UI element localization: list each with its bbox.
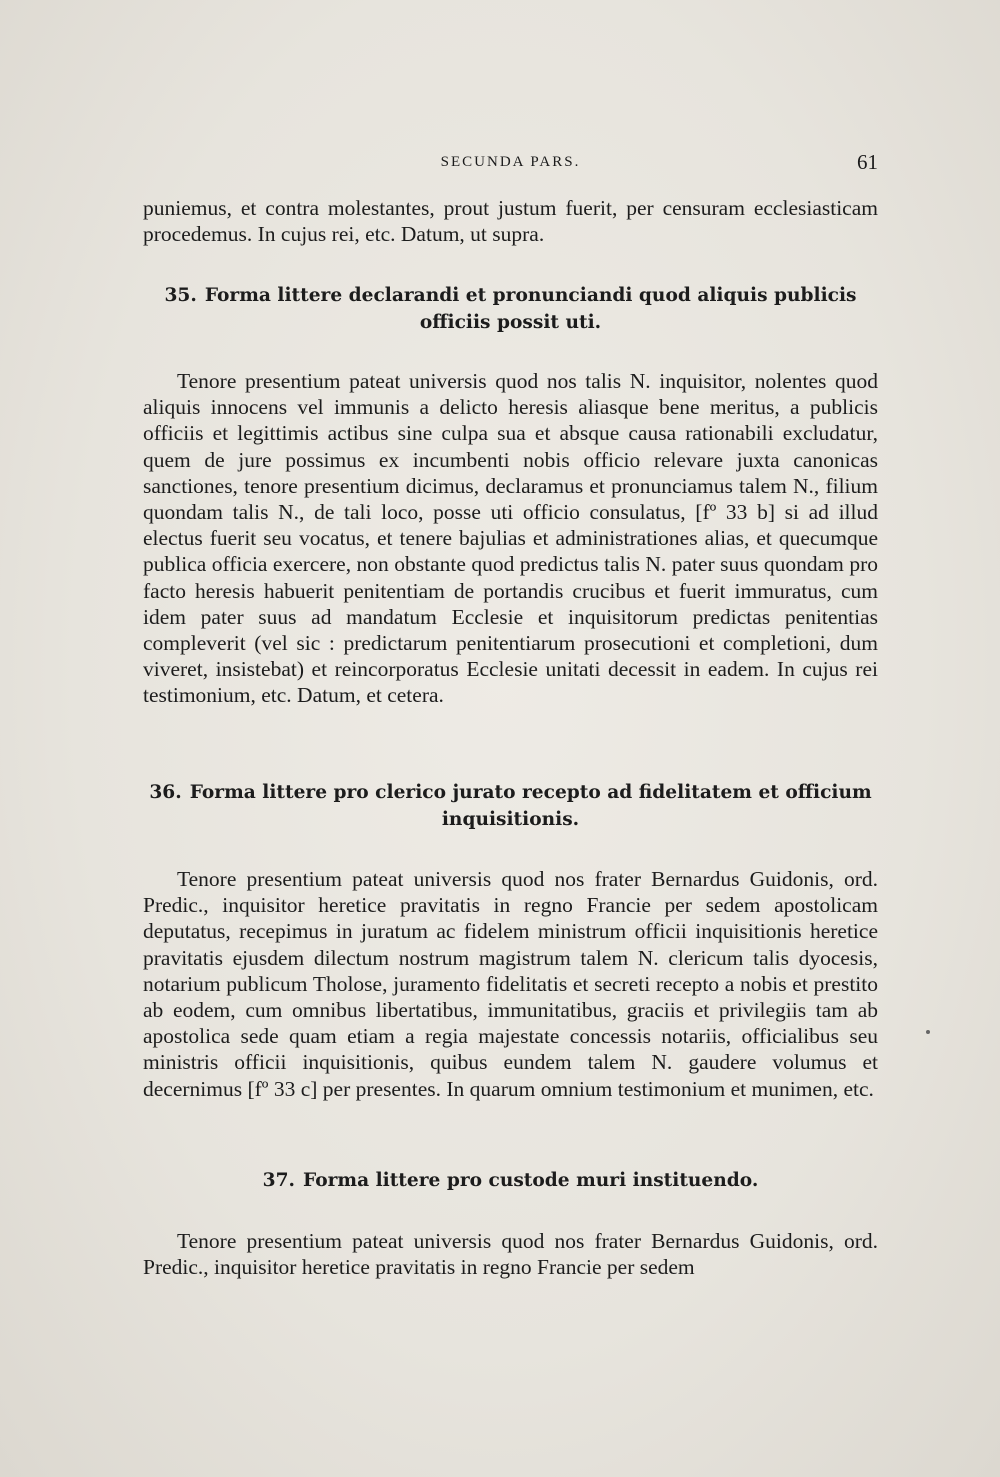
section-36-number: 36. bbox=[149, 782, 182, 803]
page-header bbox=[143, 150, 878, 180]
section-37-number: 37. bbox=[262, 1170, 296, 1191]
section-37-text-block bbox=[143, 1228, 878, 1280]
page-number: 61 bbox=[857, 150, 878, 174]
section-35-title: Forma littere declarandi et pronunciandi quod aliquis publicis officiis possit uti. bbox=[204, 285, 857, 333]
opening-paragraph: puniemus, et contra molestantes, prout justum fuerit, per censuram ecclesiasticam procedemus. In cujus rei, etc. Datum, ut supra. bbox=[143, 196, 878, 247]
section-36-heading-block bbox=[143, 780, 878, 833]
section-35-heading bbox=[143, 283, 878, 336]
section-37-text: Tenore presentium pateat universis quod nos frater Bernardus Guidonis, ord. Predic., inquisitor heretice pravitatis in regno Francie per sedem bbox=[143, 1229, 878, 1280]
section-37-heading-block bbox=[143, 1168, 878, 1195]
section-36-title: Forma littere pro clerico jurato recepto ad fidelitatem et officium inquisitionis. bbox=[189, 782, 872, 830]
section-36-text-block bbox=[143, 866, 878, 1102]
section-35-heading-block bbox=[143, 283, 878, 336]
section-37-heading bbox=[143, 1168, 878, 1195]
running-head: SECUNDA PARS. bbox=[440, 154, 581, 170]
section-35-text-block bbox=[143, 368, 878, 709]
section-36-heading bbox=[143, 780, 878, 833]
section-35-text: Tenore presentium pateat universis quod nos talis N. inquisitor, nolentes quod aliquis innocens vel immunis a delicto heresis aliasque bene meritus, a publicis officiis et legittimis actibus sine culpa sua et absque causa rationabili excludatur, quem de jure possimus ex incumbenti nobis officio relevare juxta canonicas sanctiones, tenore presentium dicimus, declaramus et pronunciamus talem N., filium quondam talis N., de tali loco, posse uti officio consulatus, [fº 33 b] si ad illud electus fuerit seu vocatus, et tenere bajulias et administrationes alias, et quecumque publica officia exercere, non obstante quod predictus talis N. pater suus quondam pro facto heresis habuerit penitentiam de portandis crucibus et fuerit immuratus, cum idem pater suus ad mandatum Ecclesie et inquisitorum predictas penitentias compleverit (vel sic : predictarum penitentiarum prosecutioni et completioni, dum viveret, insistebat) et reincorporatus Ecclesie unitati decessit in eadem. In cujus rei testimonium, etc. Datum, et cetera. bbox=[143, 369, 878, 708]
section-36-text: Tenore presentium pateat universis quod nos frater Bernardus Guidonis, ord. Predic., inquisitor heretice pravitatis in regno Francie per sedem apostolicam deputatus, recepimus in juratum ac fidelem ministrum officii inquisitionis heretice pravitatis ejusdem dilectum nostrum magistrum talem N. clericum talis dyocesis, notarium publicum Tholose, juramento fidelitatis et secreti recepto a nobis et prestito ab eodem, cum omnibus libertatibus, immunitatibus, graciis et privilegiis tam ab apostolica sede quam etiam a regia majestate concessis notariis, officialibus seu ministris officii inquisitionis, quibus eundem talem N. gaudere volumus et decernimus [fº 33 c] per presentes. In quarum omnium testimonium et munimen, etc. bbox=[143, 867, 878, 1101]
section-35-number: 35. bbox=[164, 285, 197, 306]
paper-speck bbox=[926, 1030, 930, 1034]
section-37-title: Forma littere pro custode muri instituendo. bbox=[303, 1170, 759, 1191]
opening-paragraph-block bbox=[143, 195, 878, 247]
